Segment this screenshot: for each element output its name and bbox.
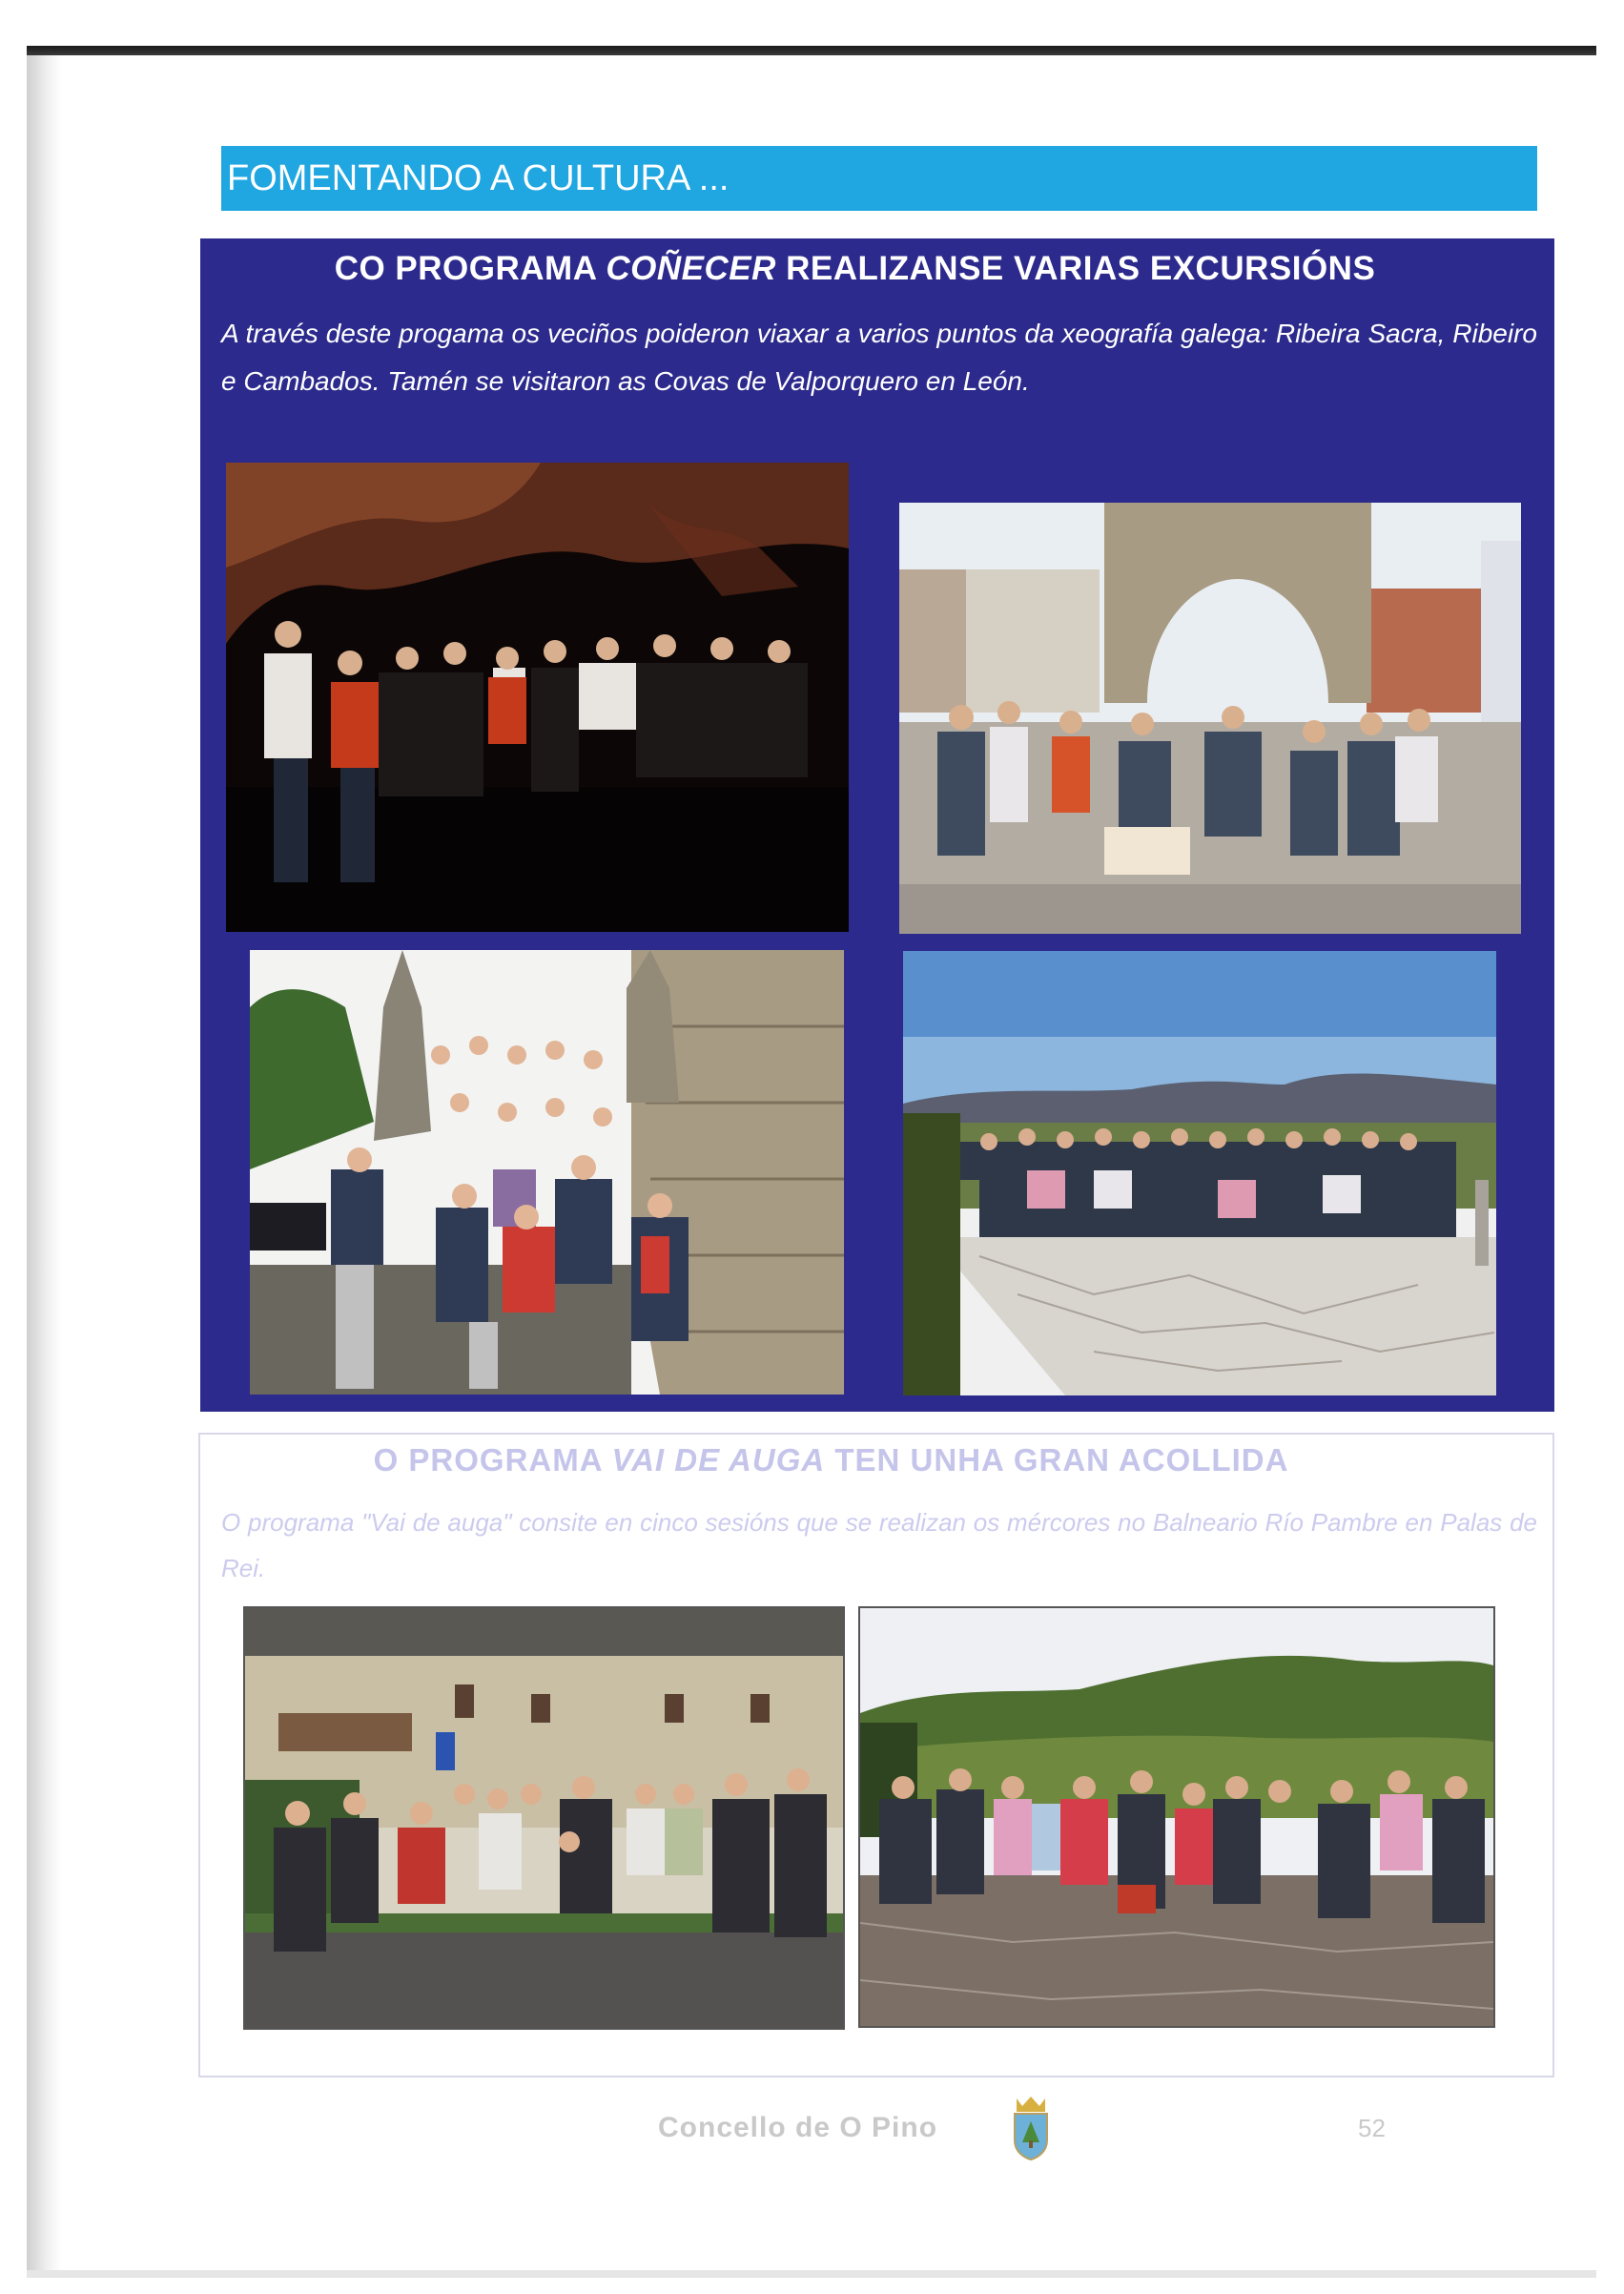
coat-of-arms-logo <box>1009 2095 1053 2161</box>
vai-de-auga-text: O programa "Vai de auga" consite en cinco sesións que se realizan os mércores no Balneario Río Pambre en Palas de Rei. <box>221 1508 1537 1582</box>
scan-bottom-edge <box>27 2270 1596 2278</box>
vai-de-auga-title <box>0 1442 1624 1478</box>
scan-binding-shadow <box>27 55 61 2278</box>
coñecer-title-pre: CO PROGRAMA <box>334 250 606 287</box>
arch-plaza-group-photo <box>899 503 1521 934</box>
coñecer-text: A través deste progama os veciños poideron viaxar a varios puntos da xeografía galega: Ribeira Sacra, Ribeiro e Cambados. Tamén se visitaron as Covas de Valporquero en León. <box>221 319 1537 396</box>
hillside-terrace-group-photo <box>858 1606 1495 2028</box>
coñecer-title-post: REALIZANSE VARIAS EXCURSIÓNS <box>775 250 1376 287</box>
footer-municipality: Concello de O Pino <box>658 2112 938 2143</box>
section-header: FOMENTANDO A CULTURA ... <box>221 146 1537 211</box>
scan-top-edge <box>27 46 1596 55</box>
spa-building-group-photo <box>243 1606 845 2030</box>
vai-de-auga-title-post: TEN UNHA GRAN ACOLLIDA <box>825 1442 1289 1478</box>
cave-group-photo <box>226 463 849 932</box>
mountain-viewpoint-group-photo <box>903 951 1496 1395</box>
page-number: 52 <box>1358 2114 1386 2142</box>
coñecer-title <box>0 250 1624 288</box>
coñecer-title-italic: COÑECER <box>606 250 776 287</box>
church-wall-group-photo <box>250 950 844 1395</box>
vai-de-auga-title-italic: VAI DE AUGA <box>611 1442 826 1478</box>
vai-de-auga-title-pre: O PROGRAMA <box>373 1442 612 1478</box>
